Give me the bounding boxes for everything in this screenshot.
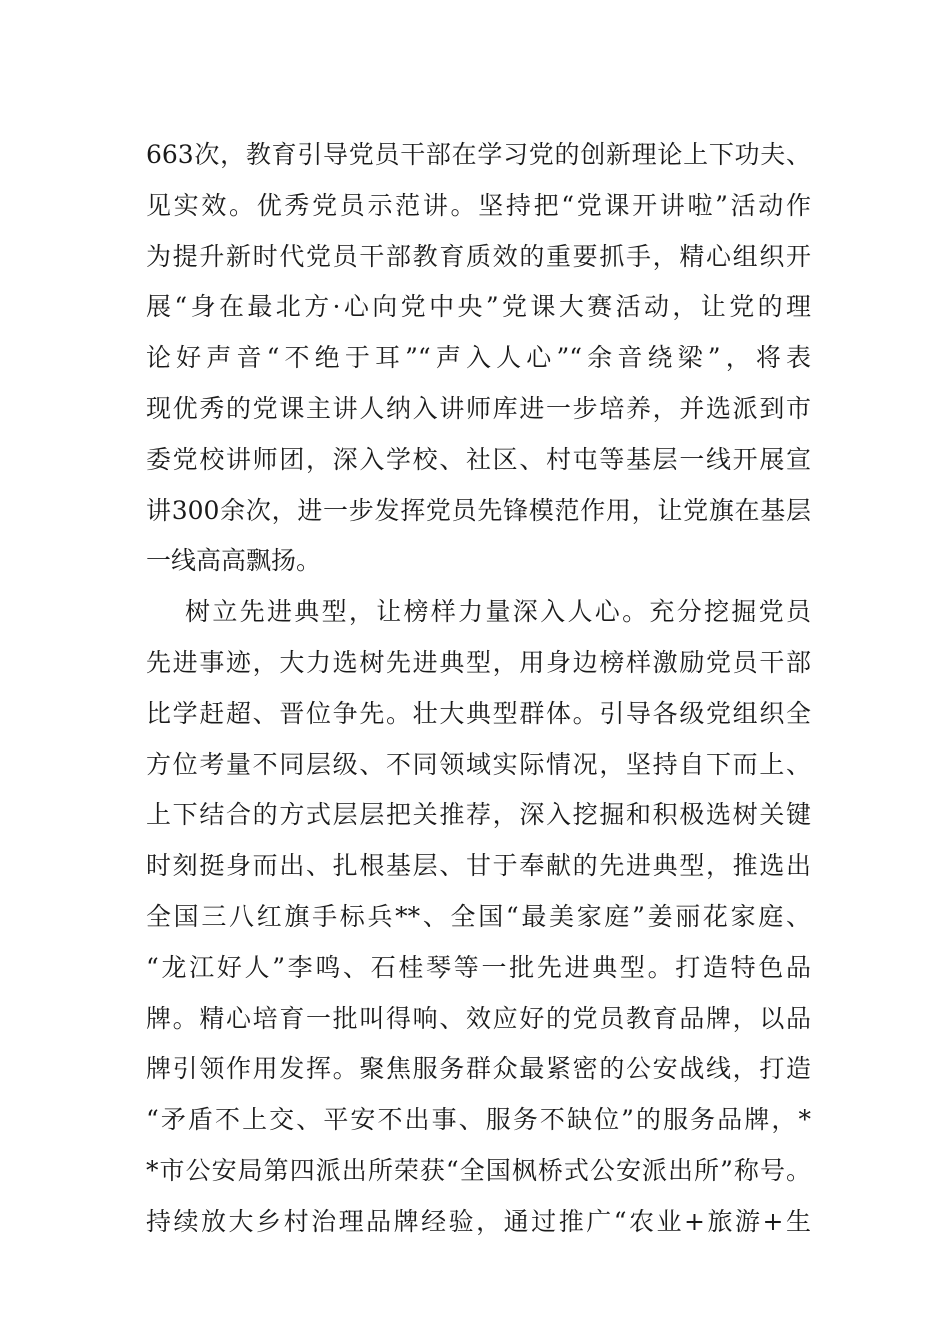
- text-line: 663次，教育引导党员干部在学习党的创新理论上下功夫、: [146, 140, 811, 169]
- text-line: 一线高高飘扬。: [146, 546, 322, 576]
- paragraph-start-line: 树立先进典型，让榜样力量深入人心。充分挖掘党员: [185, 597, 811, 627]
- text-line: 讲300余次，进一步发挥党员先锋模范作用，让党旗在基层: [146, 495, 811, 525]
- text-line: 委党校讲师团，深入学校、社区、村屯等基层一线开展宣: [146, 444, 811, 474]
- text-line: 全国三八红旗手标兵**、全国“最美家庭”姜丽花家庭、: [146, 901, 811, 931]
- text-line: 时刻挺身而出、扎根基层、甘于奉献的先进典型，推选出: [146, 851, 811, 881]
- text-line: “矛盾不上交、平安不出事、服务不缺位”的服务品牌，*: [146, 1105, 811, 1135]
- text-line: 持续放大乡村治理品牌经验，通过推广“农业+旅游+生: [146, 1206, 811, 1236]
- text-line: 先进事迹，大力选树先进典型，用身边榜样激励党员干部: [146, 647, 811, 677]
- text-line: 上下结合的方式层层把关推荐，深入挖掘和积极选树关键: [146, 800, 811, 830]
- text-line: 为提升新时代党员干部教育质效的重要抓手，精心组织开: [146, 241, 811, 271]
- text-line: 方位考量不同层级、不同领域实际情况，坚持自下而上、: [146, 749, 811, 779]
- text-line: 比学赶超、晋位争先。壮大典型群体。引导各级党组织全: [146, 698, 811, 728]
- text-line: 牌引领作用发挥。聚焦服务群众最紧密的公安战线，打造: [146, 1054, 811, 1084]
- text-line: “龙江好人”李鸣、石桂琴等一批先进典型。打造特色品: [146, 952, 811, 982]
- text-line: 展“身在最北方·心向党中央”党课大赛活动，让党的理: [146, 292, 811, 322]
- text-line: 现优秀的党课主讲人纳入讲师库进一步培养，并选派到市: [146, 393, 811, 423]
- body-text: [146, 130, 811, 1248]
- text-line: *市公安局第四派出所荣获“全国枫桥式公安派出所”称号。: [146, 1155, 811, 1185]
- text-line: 论好声音“不绝于耳”“声入人心”“余音绕梁”，将表: [146, 343, 811, 373]
- text-line: 牌。精心培育一批叫得响、效应好的党员教育品牌，以品: [146, 1003, 811, 1033]
- text-line: 见实效。优秀党员示范讲。坚持把“党课开讲啦”活动作: [146, 190, 811, 220]
